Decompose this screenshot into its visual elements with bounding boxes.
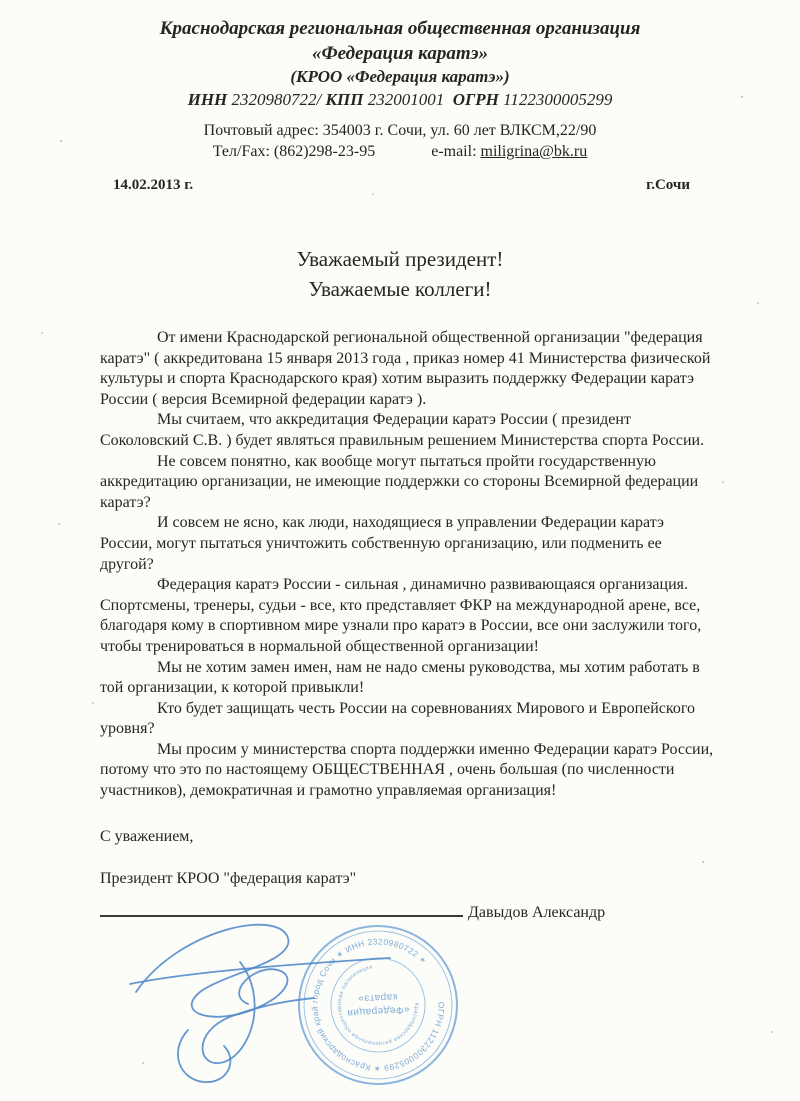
inn-label: ИНН xyxy=(187,90,228,109)
salutation xyxy=(0,244,800,304)
signer-title: Президент КРОО "федерация каратэ" xyxy=(100,869,357,887)
stamp-center-line2: каратэ» xyxy=(357,990,398,1004)
stamp-center-line1: «Федерация xyxy=(346,1003,410,1018)
phone-fax: Тел/Fax: (862)298-23-95 xyxy=(212,143,376,160)
letter-date: 14.02.2013 г. xyxy=(113,177,194,193)
email-line xyxy=(431,141,587,162)
stamp-ring-text: ОГРН 1122300005299 ✶ Краснодарский край город Сочи ✶ ИНН 2320980722 ✶ xyxy=(309,936,447,1074)
body-paragraph: Не совсем понятно, как вообще могут пытаться пройти государственную аккредитацию организации, не имеющие поддержки со стороны Всемирной федерации каратэ? xyxy=(100,452,699,511)
date-city-row xyxy=(0,177,800,194)
org-name-line1: Краснодарская региональная общественная организация xyxy=(159,18,641,39)
org-name-line2: «Федерация каратэ» xyxy=(312,43,488,64)
salutation-line1: Уважаемый президент! xyxy=(296,247,504,271)
body-paragraph: Кто будет защищать честь России на соревнованиях Мирового и Европейского уровня? xyxy=(100,699,696,738)
kpp-label: КПП xyxy=(325,90,364,109)
body-paragraph: Федерация каратэ России - сильная , динамично развивающаяся организация. Спортсмены, тренеры, судьи - все, кто представляет ФКР на международной арене, все, благодаря кому в спортивном мире узнали про каратэ в России, все они заслужили того, чтобы тренироваться в нормальной общественной организации! xyxy=(100,576,702,655)
body-paragraph: Мы не хотим замен имен, нам не надо смены руководства, мы хотим работать в той организации, к которой привыкли! xyxy=(100,658,700,697)
email-address: miligrina@bk.ru xyxy=(480,143,588,160)
handwritten-signature xyxy=(128,912,408,1097)
email-label: e-mail: xyxy=(431,143,477,160)
postal-address: Почтовый адрес: 354003 г. Сочи, ул. 60 лет ВЛКСМ,22/90 xyxy=(203,122,597,139)
body-paragraph: Мы просим у министерства спорта поддержки именно Федерации каратэ России, потому что это по настоящему ОБЩЕСТВЕННАЯ , очень большая (по численности участников), демократичная и грамотно управляемая организация! xyxy=(100,740,714,800)
ogrn-value: 1122300005299 xyxy=(503,90,613,109)
letterhead xyxy=(0,0,800,162)
regards-line: С уважением, xyxy=(100,827,194,845)
letter-city: г.Сочи xyxy=(646,177,690,193)
closing-block xyxy=(100,828,800,922)
salutation-line2: Уважаемые коллеги! xyxy=(308,277,492,301)
body-paragraph: Мы считаем, что аккредитация Федерации каратэ России ( президент Соколовский С.В. ) будет являться правильным решением Министерства спорта России. xyxy=(100,411,705,449)
kpp-value: 232001001 xyxy=(367,90,445,109)
inn-value: 2320980722/ xyxy=(231,90,322,109)
letter-body xyxy=(100,328,714,802)
contact-block xyxy=(0,120,800,162)
org-requisites xyxy=(0,88,800,111)
body-paragraph: От имени Краснодарской региональной общественной организации "федерация каратэ" ( аккредитована 15 января 2013 года , приказ номер 41 Министерства физической культуры и спорта Краснодарского края) хотим выразить поддержку Федерации каратэ России ( версия Всемирной федерации каратэ ). xyxy=(100,329,711,408)
stamp-inner-ring-text: Краснодарская региональная общественная организация xyxy=(337,964,419,1046)
signer-name: Давыдов Александр xyxy=(468,903,606,921)
body-paragraph: И совсем не ясно, как люди, находящиеся в управлении Федерации каратэ России, могут пытаться уничтожить собственную организацию, или подменить ее другой? xyxy=(100,514,664,573)
org-short-name: (КРОО «Федерация каратэ») xyxy=(290,67,510,86)
ogrn-label: ОГРН xyxy=(452,90,499,109)
